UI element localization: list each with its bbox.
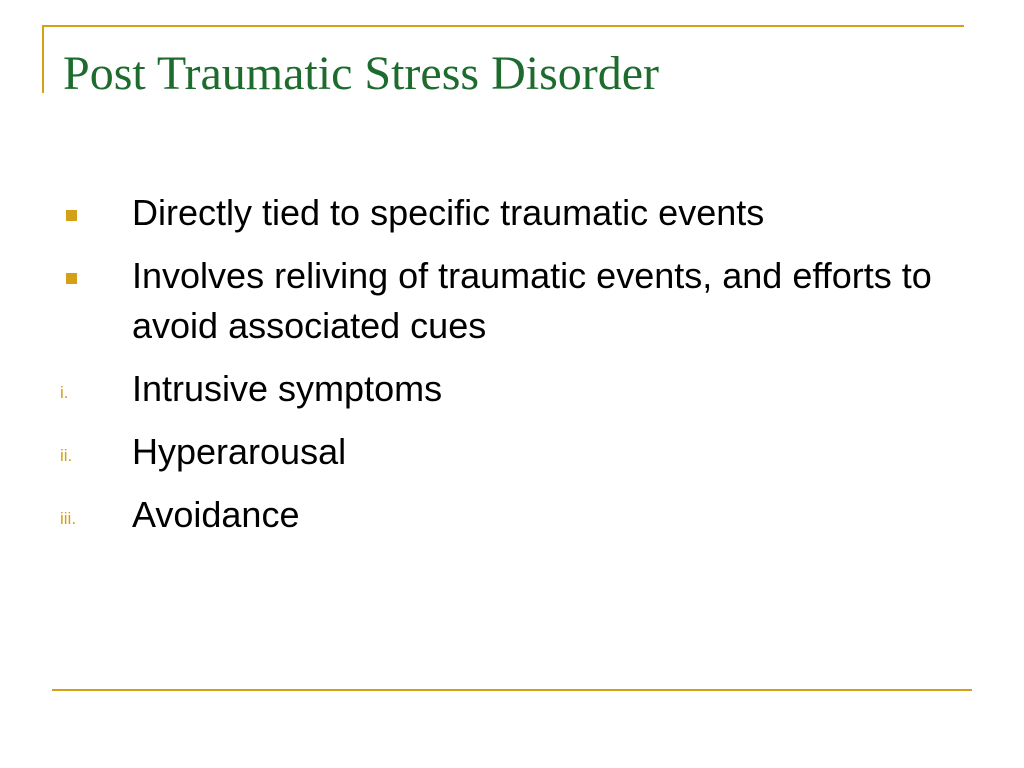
slide-title: Post Traumatic Stress Disorder: [63, 47, 660, 100]
frame-left-rule: [42, 25, 44, 93]
bullet-text: Involves reliving of traumatic events, and efforts to avoid associated cues: [132, 255, 932, 346]
frame-bottom-rule: [52, 689, 972, 691]
numbered-item-2: [60, 427, 960, 477]
bullet-text: Avoidance: [132, 494, 300, 535]
roman-numeral-marker: iii.: [60, 509, 77, 528]
bullet-list: [60, 188, 960, 553]
roman-numeral-marker: i.: [60, 383, 69, 402]
bullet-text: Intrusive symptoms: [132, 368, 443, 409]
bullet-text: Hyperarousal: [132, 431, 347, 472]
bullet-item-2: [60, 251, 960, 351]
frame-top-rule: [42, 25, 964, 27]
square-bullet-icon: [66, 210, 77, 221]
bullet-item-1: [60, 188, 960, 238]
numbered-item-3: [60, 490, 960, 540]
square-bullet-icon: [66, 273, 77, 284]
roman-numeral-marker: ii.: [60, 446, 73, 465]
bullet-text: Directly tied to specific traumatic events: [132, 192, 765, 233]
numbered-item-1: [60, 364, 960, 414]
